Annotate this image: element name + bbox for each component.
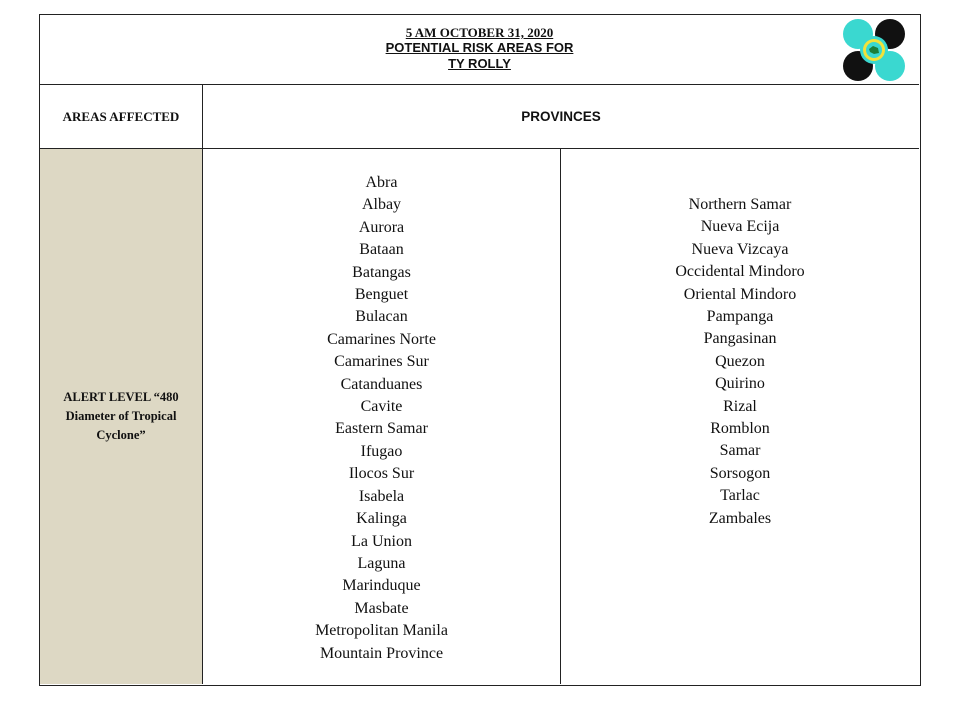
province-item: Eastern Samar: [335, 420, 428, 438]
title-line-2: TY ROLLY: [448, 56, 511, 71]
alert-level-label: ALERT LEVEL “480 Diameter of Tropical Cyclone”: [63, 390, 179, 442]
alert-level-row: [40, 149, 919, 684]
province-item: Quirino: [715, 375, 765, 393]
provinces-column-right: [561, 149, 919, 684]
provinces-header: PROVINCES: [521, 109, 601, 124]
province-item: Nueva Vizcaya: [691, 240, 789, 258]
province-item: Abra: [365, 174, 398, 191]
province-item: Oriental Mindoro: [683, 285, 797, 303]
province-item: La Union: [351, 532, 412, 550]
province-item: Marinduque: [342, 577, 421, 595]
province-item: Zambales: [708, 509, 772, 527]
title-date: 5 AM OCTOBER 31, 2020: [405, 25, 554, 40]
province-list-left: [203, 172, 560, 665]
alert-level-cell: [40, 149, 203, 684]
province-item: Romblon: [710, 420, 770, 438]
province-item: Occidental Mindoro: [675, 263, 805, 281]
province-item: Benguet: [354, 286, 409, 304]
province-item: Tarlac: [720, 487, 760, 505]
province-item: Metropolitan Manila: [315, 622, 448, 640]
agency-seal-icon: [843, 19, 905, 81]
province-item: Masbate: [354, 599, 409, 617]
areas-affected-header: AREAS AFFECTED: [40, 85, 203, 148]
province-item: Kalinga: [356, 510, 407, 528]
province-item: Northern Samar: [688, 196, 792, 213]
province-item: Mountain Province: [319, 644, 444, 662]
province-item: Camarines Norte: [327, 330, 436, 348]
provinces-column-left: [203, 149, 561, 684]
document-header: [40, 15, 919, 85]
province-list-right: [561, 194, 919, 530]
province-item: Pampanga: [706, 308, 774, 326]
province-item: Camarines Sur: [334, 353, 429, 371]
province-item: Laguna: [357, 554, 406, 572]
province-item: Bataan: [359, 241, 404, 259]
column-header-row: [40, 85, 919, 149]
province-item: Ifugao: [360, 442, 403, 460]
province-item: Ilocos Sur: [348, 465, 415, 483]
province-item: Rizal: [723, 397, 757, 415]
province-item: Samar: [719, 442, 761, 460]
title-block: [40, 25, 919, 72]
province-item: Cavite: [360, 398, 403, 416]
province-item: Nueva Ecija: [700, 218, 780, 236]
province-item: Albay: [361, 196, 402, 214]
province-item: Catanduanes: [340, 375, 423, 393]
province-item: Sorsogon: [709, 464, 771, 482]
province-item: Aurora: [358, 218, 405, 236]
province-item: Bulacan: [355, 308, 408, 326]
risk-areas-table: [39, 14, 921, 686]
province-item: Pangasinan: [703, 330, 777, 348]
province-item: Batangas: [352, 263, 411, 281]
province-item: Quezon: [715, 352, 765, 370]
title-line-1: POTENTIAL RISK AREAS FOR: [385, 40, 574, 55]
province-item: Isabela: [358, 487, 405, 505]
